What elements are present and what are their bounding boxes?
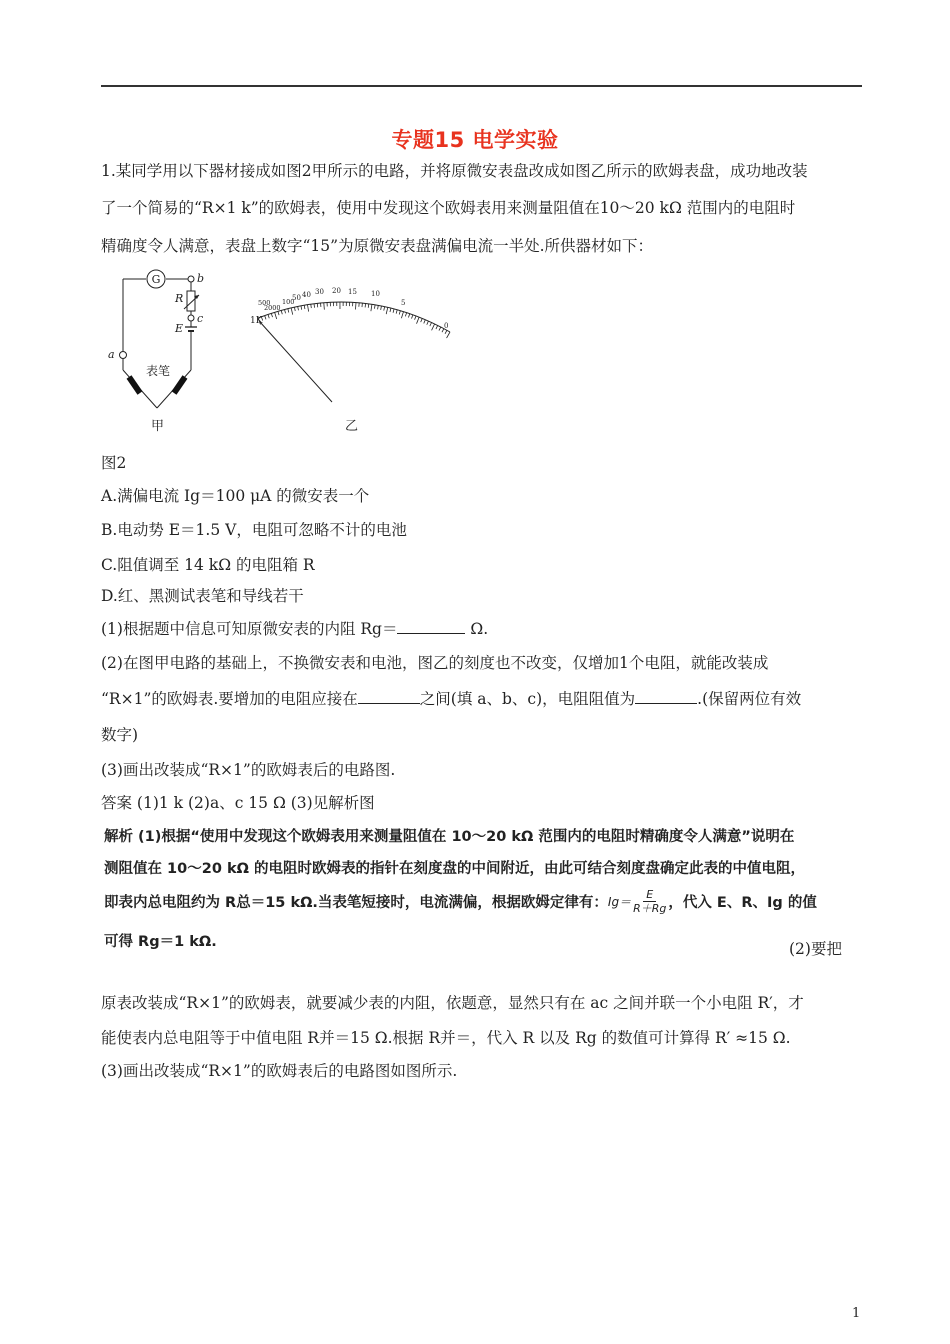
subquestion-2-line-3: 数字)	[101, 726, 139, 744]
scale-tick	[384, 307, 385, 311]
subquestion-2-line-1: (2)在图甲电路的基础上，不换微安表和电池，图乙的刻度也不改变，仅增加1个电阻，就能改装成	[101, 654, 769, 672]
scale-tick	[421, 318, 423, 322]
scale-label-20: 20	[332, 287, 341, 295]
subquestion-2-text-c: .(保留两位有效	[697, 690, 802, 708]
scale-tick	[324, 303, 325, 310]
scale-tick	[308, 305, 309, 312]
subquestion-3: (3)画出改装成“R×1”的欧姆表后的电路图.	[101, 761, 396, 779]
scale-tick	[294, 307, 295, 311]
option-c: C.阻值调至 14 kΩ 的电阻箱 R	[101, 556, 315, 574]
scale-tick	[396, 310, 397, 314]
scale-tick	[393, 309, 394, 313]
formula-numerator: E	[643, 888, 656, 902]
question-line-1: 1.某同学用以下器材接成如图2甲所示的电路，并将原微安表盘改成如图乙所示的欧姆表盘，成功地改装	[101, 162, 808, 180]
answer-line: 答案 (1)1 k (2)a、c 15 Ω (3)见解析图	[101, 794, 375, 812]
galvanometer-label: G	[151, 273, 161, 286]
figure-jia-label: 甲	[151, 419, 165, 434]
scale-tick	[304, 305, 305, 309]
battery-label: E	[175, 322, 184, 335]
option-a: A.满偏电流 Ig＝100 μA 的微安表一个	[101, 487, 370, 505]
scale-label-2000: 2000	[264, 304, 281, 312]
scale-tick	[378, 305, 379, 309]
figure-yi-label: 乙	[345, 419, 359, 434]
explanation-line-5: 原表改装成“R×1”的欧姆表，就要减少表的内阻，依题意，显然只有在 ac 之间并联一个小电阻 R′，才	[101, 994, 804, 1012]
scale-tick	[371, 304, 372, 311]
scale-tick	[265, 316, 266, 320]
scale-tick	[401, 312, 403, 319]
subquestion-1-unit: Ω.	[465, 620, 489, 638]
scale-tick	[298, 306, 299, 310]
explanation-line-3-a: 即表内总电阻约为 R总＝15 kΩ.当表笔短接时，电流满偏，根据欧姆定律有：	[104, 895, 608, 911]
scale-label-5: 5	[401, 299, 406, 307]
scale-tick	[311, 304, 312, 308]
scale-tick	[285, 309, 286, 313]
scale-tick	[381, 306, 382, 310]
scale-tick	[427, 321, 429, 325]
scale-tick	[386, 307, 388, 314]
scale-tick	[424, 320, 426, 324]
scale-tick	[439, 327, 441, 331]
option-d: D.红、黑测试表笔和导线若干	[101, 587, 304, 605]
terminal-a-label: a	[108, 348, 115, 361]
resistor-label: R	[175, 292, 184, 305]
scale-tick	[436, 325, 438, 329]
ohmmeter-scale-yi	[238, 280, 463, 435]
scale-tick	[288, 309, 289, 313]
scale-ticks	[258, 302, 450, 338]
scale-tick	[281, 310, 282, 314]
scale-tick	[301, 306, 302, 310]
option-b: B.电动势 E＝1.5 V，电阻可忽略不计的电池	[101, 521, 407, 539]
header-rule	[101, 85, 862, 87]
explanation-line-4: 可得 Rg＝1 kΩ.	[104, 934, 217, 950]
scale-tick	[271, 313, 272, 317]
scale-tick	[399, 311, 400, 315]
scale-tick	[415, 316, 416, 320]
scale-label-500: 500	[258, 299, 271, 307]
subquestion-2-line-2	[101, 689, 863, 709]
scale-label-40: 40	[302, 291, 311, 299]
scale-tick	[432, 324, 435, 330]
scale-label-100: 100	[282, 298, 295, 306]
page-number: 1	[852, 1306, 861, 1321]
explanation-line-1: 解析 (1)根据“使用中发现这个欧姆表用来测量阻值在 10～20 kΩ 范围内的电阻时精确度令人满意”说明在	[104, 829, 795, 845]
formula-denominator: R＋Rg	[633, 902, 667, 915]
scale-tick	[447, 332, 450, 338]
terminal-c-label: c	[197, 312, 204, 325]
page-title: 专题15 电学实验	[391, 128, 559, 152]
explanation-line-6: 能使表内总电阻等于中值电阻 R并＝15 Ω.根据 R并＝，代入 R 以及 Rg 的数值可计算得 R′ ≈15 Ω.	[101, 1029, 791, 1047]
scale-tick	[368, 304, 369, 308]
subquestion-1-text: (1)根据题中信息可知原微安表的内阻 Rg＝	[101, 620, 398, 638]
subquestion-1	[101, 619, 863, 639]
answer-blank-2[interactable]	[358, 689, 420, 704]
figure-caption: 图2	[101, 454, 127, 472]
terminal-b-label: b	[197, 272, 205, 285]
scale-tick	[355, 303, 356, 310]
probe-label: 表笔	[146, 364, 171, 378]
scale-tick	[405, 313, 406, 317]
scale-tick	[314, 304, 315, 308]
scale-label-10: 10	[371, 290, 380, 298]
answer-blank-3[interactable]	[635, 689, 697, 704]
subquestion-2-text-b: 之间(填 a、b、c)，电阻阻值为	[419, 690, 636, 708]
scale-tick	[291, 308, 293, 315]
scale-tick	[445, 330, 447, 334]
scale-label-50: 50	[292, 294, 301, 302]
scale-tick	[412, 315, 413, 319]
answer-blank-1[interactable]	[397, 619, 465, 634]
scale-tick	[275, 312, 277, 319]
question-line-3: 精确度令人满意，表盘上数字“15”为原微安表盘满偏电流一半处.所供器材如下：	[101, 237, 654, 255]
subquestion-2-text-a: “R×1”的欧姆表.要增加的电阻应接在	[101, 690, 358, 708]
scale-tick	[417, 317, 420, 324]
explanation-part-2-start: (2)要把	[789, 940, 842, 958]
scale-tick	[390, 308, 391, 312]
explanation-line-2: 测阻值在 10～20 kΩ 的电阻时欧姆表的指针在刻度盘的中间附近，由此可结合刻度盘确定此表的中值电阻，	[104, 861, 805, 877]
scale-label-1k: 1K	[250, 316, 263, 326]
scale-label-15: 15	[348, 288, 357, 296]
explanation-line-3-b: ，代入 E、R、Ig 的值	[668, 895, 817, 911]
scale-tick	[408, 314, 409, 318]
scale-tick	[268, 314, 269, 318]
scale-label-0: 0	[444, 322, 449, 330]
scale-label-30: 30	[315, 288, 324, 296]
formula-lhs: Ig＝	[607, 895, 632, 909]
explanation-line-7: (3)画出改装成“R×1”的欧姆表后的电路图如图所示.	[101, 1062, 458, 1080]
circuit-diagram-jia	[100, 265, 220, 435]
scale-tick	[374, 305, 375, 309]
scale-tick	[430, 323, 432, 327]
formula-fraction	[633, 888, 666, 915]
explanation-line-3	[104, 888, 817, 915]
question-line-2: 了一个简易的“R×1 k”的欧姆表，使用中发现这个欧姆表用来测量阻值在10～20 kΩ 范围内的电阻时	[101, 199, 796, 217]
